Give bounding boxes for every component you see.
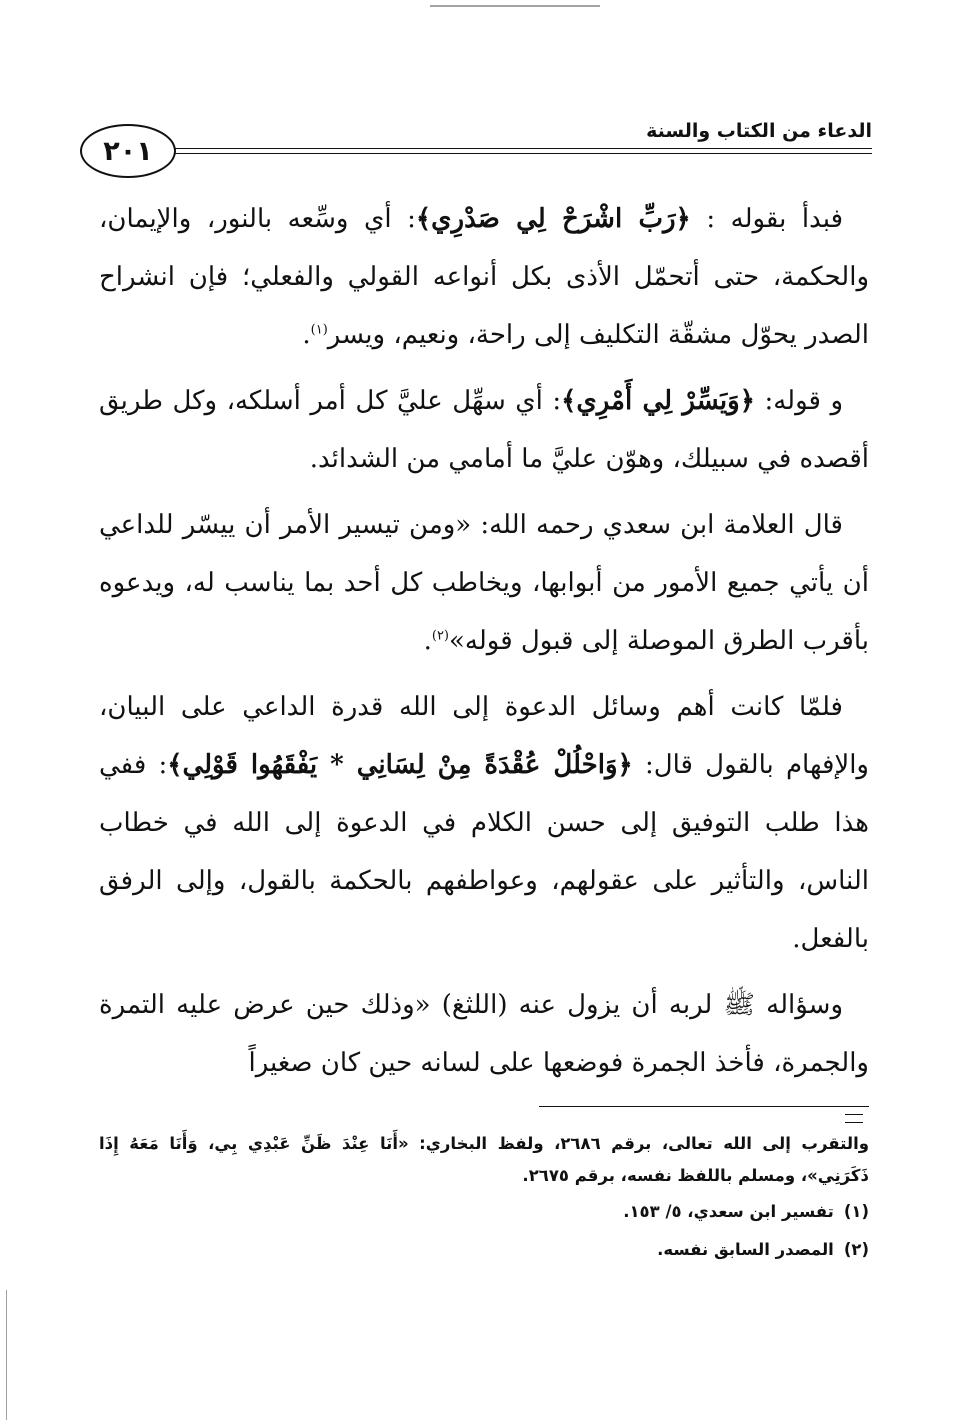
paragraph-end: . xyxy=(302,320,311,350)
page-header xyxy=(80,118,872,188)
footnote-number: (٢) xyxy=(843,1240,869,1259)
quran-verse: ﴿رَبِّ اشْرَحْ لِي صَدْرِي﴾ xyxy=(415,204,691,234)
footnote-number: (١) xyxy=(843,1202,869,1221)
paragraph-text: فلمّا كانت أهم وسائل الدعوة إلى الله قدرة الداعي على البيان، والإفهام بالقول قال: xyxy=(99,692,869,780)
footnote-text: المصدر السابق نفسه. xyxy=(657,1240,834,1259)
footnote-continued: والتقرب إلى الله تعالى، برقم ٢٦٨٦، ولفظ البخاري: «أَنَا عِنْدَ ظَنِّ عَبْدِي بِي، وَأَنَا مَعَهُ إِذَا ذَكَرَنِي»، ومسلم باللفظ نفسه، برقم ٢٦٧٥. xyxy=(99,1134,869,1185)
footnotes xyxy=(99,1128,869,1272)
paragraph-text: : أي سهِّل عليَّ كل أمر أسلكه، وكل طريق أقصده في سبيلك، وهوّن عليَّ ما أمامي من الشدائد. xyxy=(99,386,869,474)
footnote-2 xyxy=(99,1234,869,1266)
footnote-continuation-mark xyxy=(845,1114,863,1123)
quran-verse: ﴿وَاحْلُلْ عُقْدَةً مِنْ لِسَانِي * يَفْقَهُوا قَوْلِي﴾ xyxy=(167,750,633,780)
page-number-oval xyxy=(80,124,176,178)
paragraph-5 xyxy=(99,976,869,1092)
paragraph-4 xyxy=(99,678,869,968)
book-title: الدعاء من الكتاب والسنة xyxy=(646,120,872,142)
footnote-reference[interactable]: (٢) xyxy=(431,628,449,644)
main-text xyxy=(99,190,869,1100)
top-edge-mark xyxy=(430,0,600,7)
footnote-1 xyxy=(99,1196,869,1228)
footnote-reference[interactable]: (١) xyxy=(310,322,328,338)
paragraph-text: : ففي هذا طلب التوفيق إلى حسن الكلام في الدعوة إلى الله في خطاب الناس، والتأثير على عقولهم، وعواطفهم بالحكمة بالقول، وإلى الرفق بالفعل. xyxy=(99,750,869,954)
paragraph-end: . xyxy=(423,626,432,656)
page-number: ٢٠١ xyxy=(103,135,153,167)
paragraph-text: و قوله: xyxy=(754,386,844,416)
paragraph-text: قال العلامة ابن سعدي رحمه الله: «ومن تيسير الأمر أن ييسّر للداعي أن يأتي جميع الأمور من أبوابها، ويخاطب كل أحد بما يناسب له، ويدعوه بأقرب الطرق الموصلة إلى قبول قوله» xyxy=(99,510,869,656)
paragraph-text: وسؤاله ﷺ لربه أن يزول عنه (اللثغ) «وذلك حين عرض عليه التمرة والجمرة، فأخذ الجمرة فوضعها على لسانه حين كان صغيراً xyxy=(99,990,869,1078)
paragraph-3 xyxy=(99,496,869,670)
paragraph-1 xyxy=(99,190,869,364)
quran-verse: ﴿وَيَسِّرْ لِي أَمْرِي﴾ xyxy=(561,386,755,416)
header-rule xyxy=(172,148,872,149)
footnote-text: تفسير ابن سعدي، ٥/ ١٥٣. xyxy=(623,1202,834,1221)
scan-edge-line xyxy=(6,1290,7,1420)
paragraph-2 xyxy=(99,372,869,488)
footnote-separator xyxy=(539,1106,869,1107)
header-rule-double xyxy=(172,153,872,154)
paragraph-text: فبدأ بقوله : xyxy=(690,204,843,234)
paragraph-text: : أي وسِّعه بالنور، والإيمان، والحكمة، حتى أتحمّل الأذى بكل أنواعه القولي والفعلي؛ فإن انشراح الصدر يحوّل مشقّة التكليف إلى راحة، ونعيم، ويسر xyxy=(99,204,869,350)
